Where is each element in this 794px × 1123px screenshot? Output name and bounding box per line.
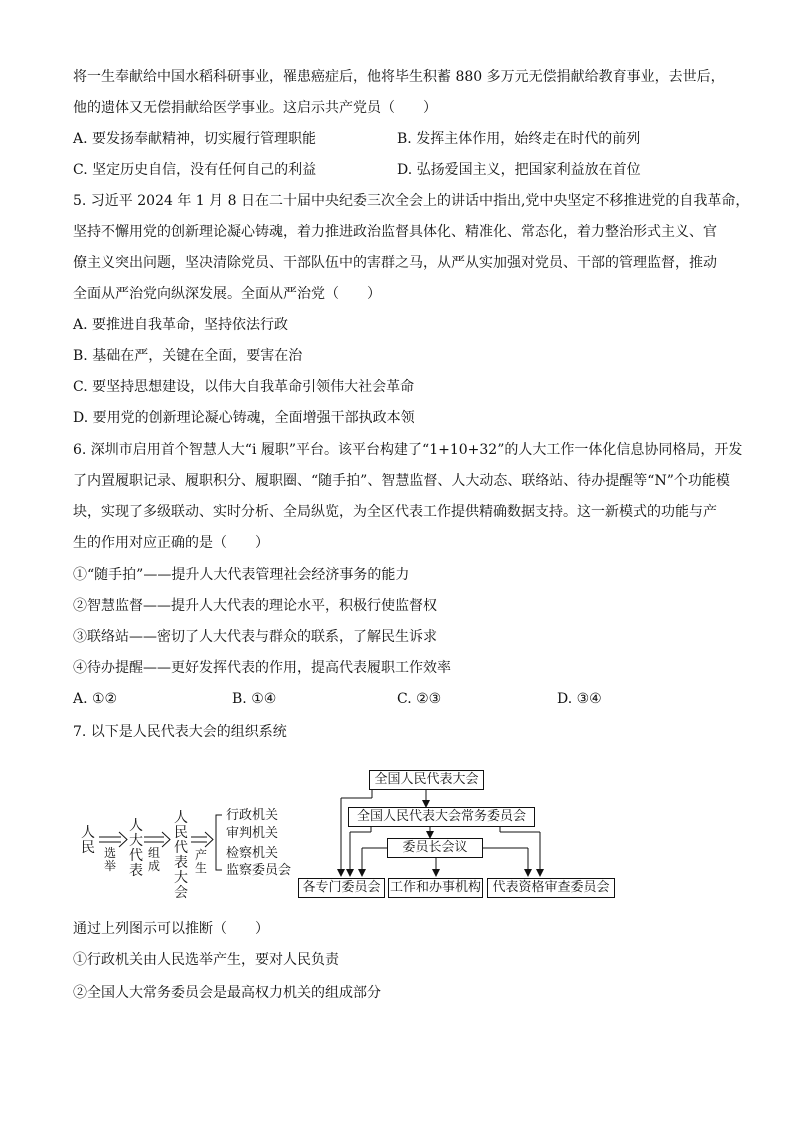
q5-stem-line-3: 僚主义突出问题，坚决清除党员、干部队伍中的害群之马，从严从实加强对党员、干部的管理监督，推动 — [73, 255, 717, 271]
q4-stem-line-1: 将一生奉献给中国水稻科研事业，罹患癌症后，他将毕生积蓄 880 多万元无偿捐献给教育事业，去世后， — [73, 69, 725, 85]
q6-item-2: ②智慧监督——提升人大代表的理论水平，积极行使监督权 — [73, 598, 437, 614]
offices-box: 工作和办事机构 — [388, 878, 483, 898]
q7-question: 通过上列图示可以推断（ ） — [73, 921, 269, 937]
q6-option-a: A. ①② — [73, 691, 118, 707]
reps-label: 人大代表 — [129, 818, 143, 879]
q5-stem-line-2: 坚持不懈用党的创新理论凝心铸魂，着力推进政治监督具体化、精准化、常态化，着力整治形式主义、官 — [73, 224, 717, 240]
q5-option-d: D. 要用党的创新理论凝心铸魂，全面增强干部执政本领 — [73, 410, 415, 426]
special-committees-box: 各专门委员会 — [298, 878, 385, 898]
organ-judicial: 审判机关 — [226, 826, 279, 841]
q6-item-4: ④待办提醒——更好发挥代表的作用，提高代表履职工作效率 — [73, 660, 451, 676]
npc-box: 全国人民代表大会 — [369, 770, 484, 790]
q5-option-a: A. 要推进自我革命，坚持依法行政 — [73, 317, 289, 333]
organ-administrative: 行政机关 — [226, 808, 279, 823]
q7-item-1: ①行政机关由人民选举产生，要对人民负责 — [73, 952, 339, 968]
q6-stem-line-4: 生的作用对应正确的是（ ） — [73, 535, 269, 551]
credentials-committee-box: 代表资格审查委员会 — [487, 878, 615, 898]
people-label: 人民 — [81, 825, 95, 856]
arrow-reps-to-congress — [144, 832, 170, 847]
q4-option-b: B. 发挥主体作用，始终走在时代的前列 — [397, 131, 641, 147]
q6-option-c: C. ②③ — [397, 691, 442, 707]
q4-stem-line-2: 他的遗体又无偿捐献给医学事业。这启示共产党员（ ） — [73, 100, 437, 116]
organ-supervisory: 监察委员会 — [226, 863, 292, 878]
q6-item-3: ③联络站——密切了人大代表与群众的联系，了解民生诉求 — [73, 629, 437, 645]
q4-option-a: A. 要发扬奉献精神，切实履行管理职能 — [73, 131, 317, 147]
q4-option-c: C. 坚定历史自信，没有任何自己的利益 — [73, 162, 317, 178]
q7-item-2: ②全国人大常务委员会是最高权力机关的组成部分 — [73, 985, 381, 1001]
q6-stem-line-1: 6. 深圳市启用首个智慧人大“i 履职”平台。该平台构建了“1+10+32”的人大工作一体化信息协同格局，开发 — [73, 442, 743, 458]
q5-stem-line-1: 5. 习近平 2024 年 1 月 8 日在二十届中央纪委三次全会上的讲话中指出,党中央坚定不移推进党的自我革命， — [73, 193, 750, 209]
q6-option-b: B. ①④ — [232, 691, 277, 707]
produce-label: 产生 — [194, 848, 207, 875]
q5-option-c: C. 要坚持思想建设，以伟大自我革命引领伟大社会革命 — [73, 379, 415, 395]
standing-committee-box: 全国人民代表大会常务委员会 — [348, 807, 535, 827]
q7-stem: 7. 以下是人民代表大会的组织系统 — [73, 724, 287, 740]
q6-stem-line-2: 了内置履职记录、履职积分、履职圈、“随手拍”、智慧监督、人大动态、联络站、待办提醒等“N”个功能模 — [73, 473, 730, 489]
q6-item-1: ①“随手拍”——提升人大代表管理社会经济事务的能力 — [73, 567, 410, 583]
elect-label: 选举 — [103, 846, 116, 873]
congress-label: 人民代表大会 — [174, 810, 188, 901]
q5-option-b: B. 基础在严，关键在全面，要害在治 — [73, 348, 303, 364]
compose-label: 组成 — [147, 846, 160, 873]
q5-stem-line-4: 全面从严治党向纵深发展。全面从严治党（ ） — [73, 286, 381, 302]
organ-procuratorial: 检察机关 — [226, 846, 279, 861]
chairmen-meeting-box: 委员长会议 — [387, 838, 483, 858]
arrow-people-to-reps — [99, 832, 127, 847]
hierarchy-connectors — [341, 790, 540, 876]
q6-option-d: D. ③④ — [557, 691, 602, 707]
q6-stem-line-3: 块，实现了多级联动、实时分析、全局纵览，为全区代表工作提供精确数据支持。这一新模式的功能与产 — [73, 504, 717, 520]
q4-option-d: D. 弘扬爱国主义，把国家利益放在首位 — [397, 162, 641, 178]
arrow-congress-to-organs — [191, 832, 213, 847]
organs-bracket — [216, 815, 222, 870]
